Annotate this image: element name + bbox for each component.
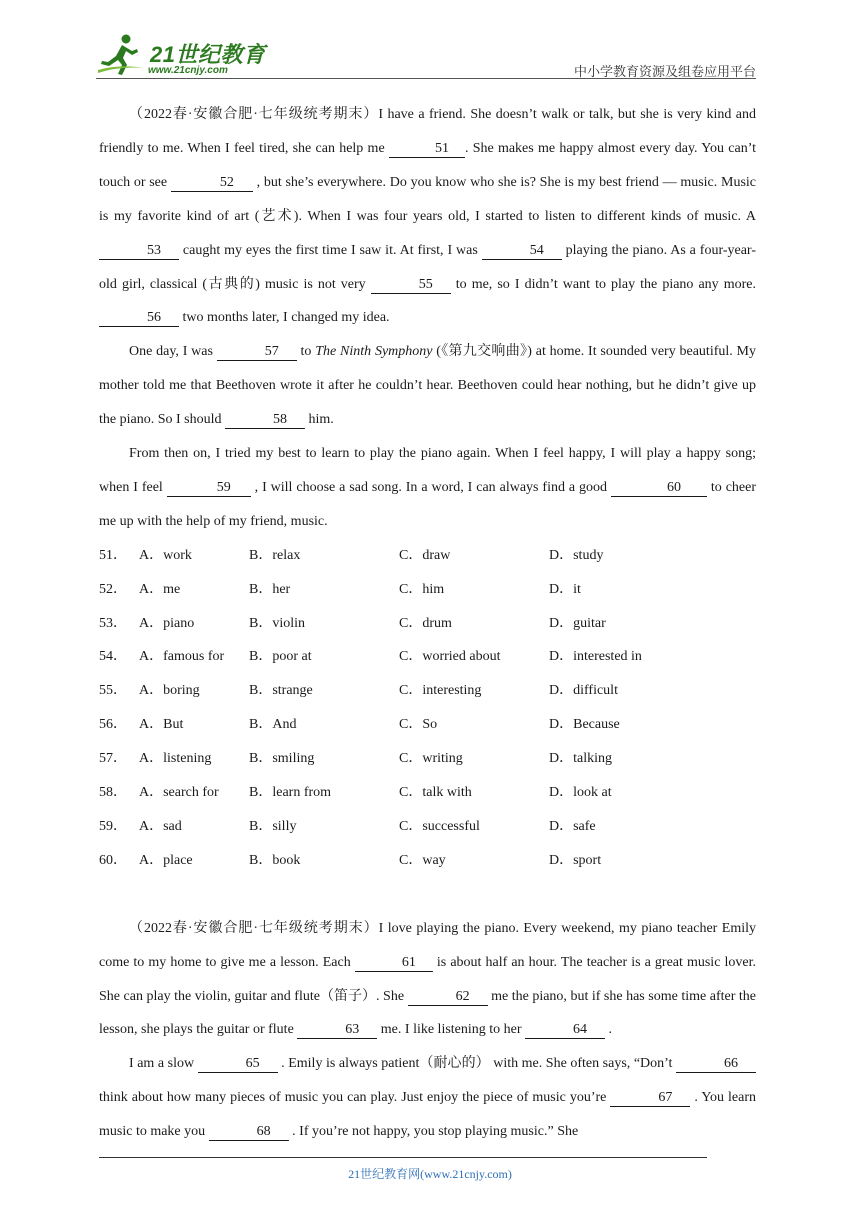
paragraph: [99, 437, 756, 539]
option-a[interactable]: A．work: [139, 547, 192, 563]
option-c[interactable]: C．successful: [399, 818, 480, 834]
question-number: 51．: [99, 547, 127, 563]
header-divider: [96, 78, 756, 79]
text-segment: playing the piano. As a four-year-old girl, classical (古典的) music is not very: [99, 242, 756, 292]
blank-63: 63: [297, 1022, 377, 1039]
blank-54: 54: [482, 243, 562, 260]
question-number: 55．: [99, 683, 127, 699]
option-a[interactable]: A．me: [139, 581, 181, 597]
option-b[interactable]: B．relax: [249, 547, 301, 563]
option-c[interactable]: C．talk with: [399, 785, 472, 801]
text-segment: (《第九交响曲》) at home. It sounded very beautiful. My mother told me that Beethoven wrote it after he couldn’t hear. Beethoven could hear nothing, but he didn’t give up the piano. So I should: [99, 344, 757, 428]
text-segment: caught my eyes the first time I saw it. At first, I was: [179, 242, 482, 258]
text-segment: （2022春·安徽合肥·七年级统考期末）I have a friend. She doesn’t walk or talk, but she is very kind and friendly to me. When I feel tired, she can help me: [99, 107, 756, 156]
document-body: [99, 98, 756, 1149]
paragraph: [99, 912, 756, 1048]
question-row: [99, 607, 756, 641]
question-number: 57．: [99, 751, 127, 767]
blank-64: 64: [525, 1022, 605, 1039]
blank-65: 65: [198, 1056, 278, 1073]
header-platform-title: 中小学教育资源及组卷应用平台: [573, 65, 756, 80]
blank-62: 62: [408, 989, 488, 1006]
paragraph: [99, 335, 756, 437]
question-row: [99, 708, 756, 742]
option-c[interactable]: C．writing: [399, 751, 463, 767]
option-b[interactable]: B．strange: [249, 683, 313, 699]
text-segment: , but she’s everywhere. Do you know who she is? She is my best friend — music. Music is my favorite kind of art (艺术). When I was four years old, I started to listen to different kinds of music. A: [99, 174, 756, 224]
question-row: [99, 573, 756, 607]
option-a[interactable]: A．sad: [139, 818, 182, 834]
option-d[interactable]: D．guitar: [549, 615, 606, 631]
option-d[interactable]: D．Because: [549, 717, 620, 733]
option-c[interactable]: C．him: [399, 581, 445, 597]
text-segment: to: [296, 344, 316, 360]
text-segment: is about half an hour. The teacher is a great music lover. She can play the violin, guitar and flute（笛子）. She: [99, 954, 756, 1004]
option-d[interactable]: D．sport: [549, 852, 602, 868]
runner-icon: [96, 34, 146, 76]
paragraph: [99, 1047, 756, 1149]
question-number: 54．: [99, 649, 127, 665]
option-b[interactable]: B．violin: [249, 615, 306, 631]
text-segment: me. I like listening to her: [377, 1022, 526, 1038]
question-row: [99, 742, 756, 776]
question-number: 52．: [99, 581, 127, 597]
option-a[interactable]: A．search for: [139, 785, 219, 801]
option-a[interactable]: A．famous for: [139, 649, 225, 665]
blank-68: 68: [209, 1124, 289, 1141]
blank-56: 56: [99, 310, 179, 327]
passage-1-questions: [99, 539, 756, 878]
option-c[interactable]: C．draw: [399, 547, 451, 563]
option-b[interactable]: B．smiling: [249, 751, 315, 767]
logo-url: www.21cnjy.com: [148, 65, 228, 76]
text-segment: me the piano, but if she has some time after the lesson, she plays the guitar or flute: [99, 988, 756, 1038]
question-row: [99, 844, 756, 878]
option-a[interactable]: A．place: [139, 852, 193, 868]
text-segment: to cheer me up with the help of my friend, music.: [99, 479, 756, 529]
passage-2: [99, 912, 756, 1149]
text-segment: him.: [305, 412, 334, 428]
footer-link[interactable]: 21世纪教育网(www.21cnjy.com): [348, 1167, 512, 1181]
question-number: 59．: [99, 818, 127, 834]
blank-66: 66: [676, 1056, 756, 1073]
text-segment: . Emily is always patient（耐心的） with me. She often says, “Don’t: [277, 1056, 676, 1072]
option-d[interactable]: D．safe: [549, 818, 596, 834]
option-d[interactable]: D．look at: [549, 785, 612, 801]
question-number: 58．: [99, 785, 127, 801]
option-d[interactable]: D．interested in: [549, 649, 642, 665]
option-a[interactable]: A．But: [139, 717, 184, 733]
question-number: 56．: [99, 717, 127, 733]
option-c[interactable]: C．drum: [399, 615, 452, 631]
italic-title: The Ninth Symphony: [315, 344, 433, 360]
option-b[interactable]: B．silly: [249, 818, 297, 834]
option-c[interactable]: C．worried about: [399, 649, 501, 665]
passage-gap: [99, 878, 756, 912]
text-segment: .: [605, 1022, 613, 1038]
blank-59: 59: [167, 480, 251, 497]
option-d[interactable]: D．it: [549, 581, 581, 597]
blank-57: 57: [217, 344, 297, 361]
question-row: [99, 810, 756, 844]
text-segment: （2022春·安徽合肥·七年级统考期末）I love playing the piano. Every weekend, my piano teacher Emily come to my home to give me a lesson. Each: [99, 920, 756, 970]
text-segment: From then on, I tried my best to learn to play the piano again. When I feel happy, I will play a happy song; when I feel: [99, 446, 756, 495]
text-segment: think about how many pieces of music you can play. Just enjoy the piece of music you’re: [99, 1090, 611, 1106]
passage-1: [99, 98, 756, 539]
option-a[interactable]: A．piano: [139, 615, 195, 631]
text-segment: . If you’re not happy, you stop playing music.” She: [288, 1124, 579, 1140]
question-row: [99, 539, 756, 573]
page-header: [96, 30, 756, 78]
option-d[interactable]: D．talking: [549, 751, 612, 767]
question-row: [99, 640, 756, 674]
footer-divider: [99, 1157, 707, 1158]
option-b[interactable]: B．And: [249, 717, 297, 733]
option-a[interactable]: A．listening: [139, 751, 212, 767]
blank-58: 58: [225, 412, 305, 429]
logo-text: 21世纪教育: [150, 42, 266, 67]
blank-53: 53: [99, 243, 179, 260]
option-c[interactable]: C．So: [399, 717, 438, 733]
blank-51: 51: [389, 141, 465, 158]
text-segment: two months later, I changed my idea.: [179, 310, 390, 326]
site-logo[interactable]: [96, 34, 266, 78]
option-d[interactable]: D．difficult: [549, 683, 618, 699]
blank-55: 55: [371, 277, 451, 294]
option-c[interactable]: C．way: [399, 852, 446, 868]
paragraph: [99, 98, 756, 335]
option-b[interactable]: B．book: [249, 852, 301, 868]
option-c[interactable]: C．interesting: [399, 683, 482, 699]
text-segment: I am a slow: [129, 1056, 198, 1072]
option-b[interactable]: B．poor at: [249, 649, 312, 665]
question-number: 53．: [99, 615, 127, 631]
question-row: [99, 674, 756, 708]
question-number: 60．: [99, 852, 127, 868]
option-b[interactable]: B．learn from: [249, 785, 332, 801]
text-segment: . She makes me happy almost every day. You can’t touch or see: [99, 140, 756, 190]
text-segment: . You learn music to make you: [99, 1090, 757, 1140]
text-segment: One day, I was: [129, 344, 217, 360]
blank-61: 61: [355, 955, 433, 972]
option-d[interactable]: D．study: [549, 547, 604, 563]
blank-67: 67: [610, 1090, 690, 1107]
blank-60: 60: [611, 480, 707, 497]
question-row: [99, 776, 756, 810]
text-segment: , I will choose a sad song. In a word, I can always find a good: [250, 479, 611, 495]
blank-52: 52: [171, 175, 253, 192]
option-b[interactable]: B．her: [249, 581, 291, 597]
option-a[interactable]: A．boring: [139, 683, 200, 699]
text-segment: to me, so I didn’t want to play the piano any more.: [450, 276, 756, 292]
